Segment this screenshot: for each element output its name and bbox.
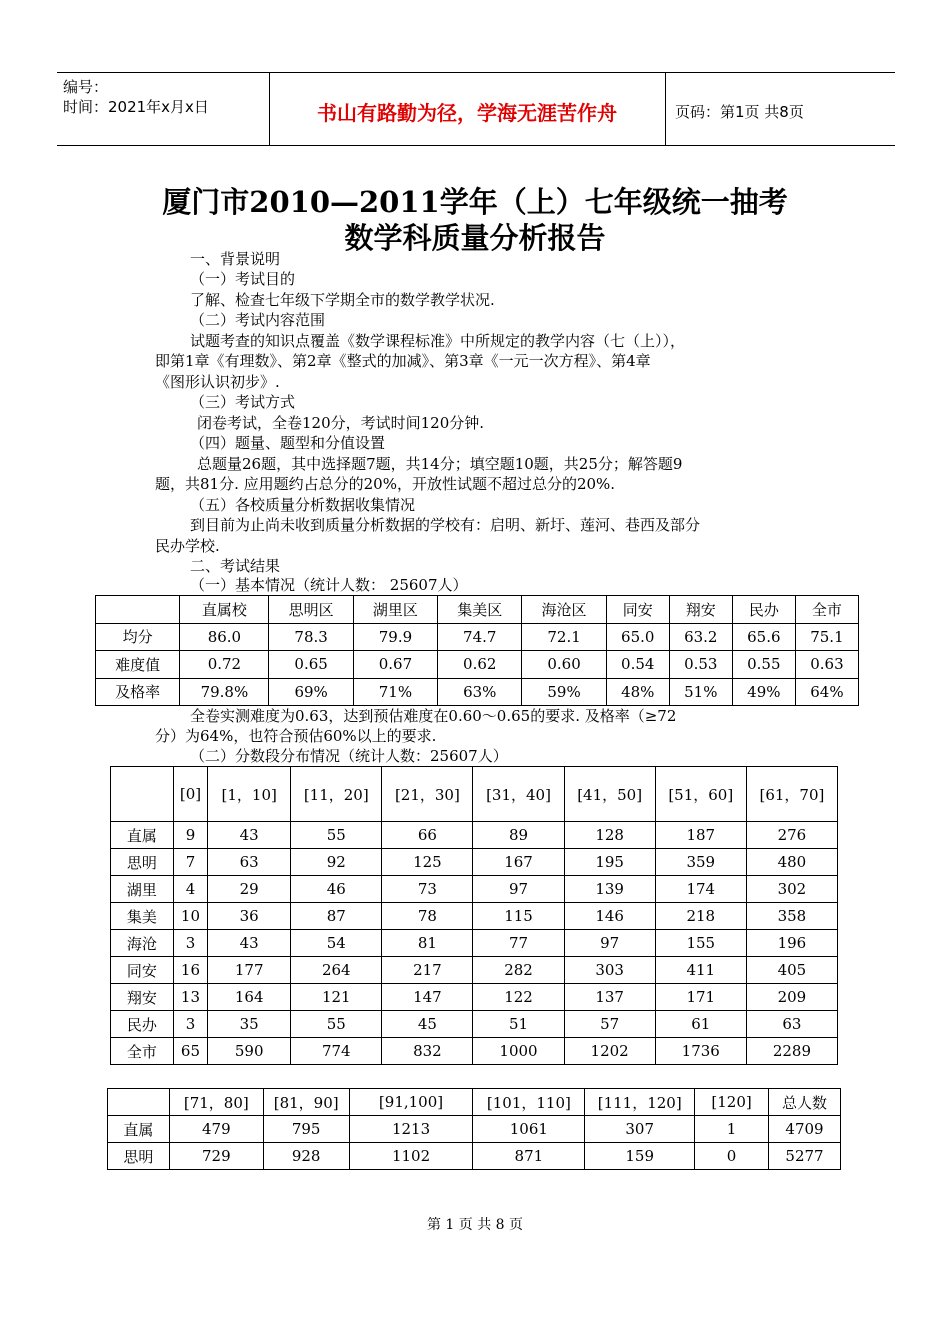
table-cell: 59% — [522, 678, 606, 706]
table-cell: 1102 — [349, 1143, 473, 1170]
table-cell: 174 — [655, 876, 746, 903]
table-cell: 0.62 — [438, 651, 522, 679]
table-header-cell: [1，10] — [208, 767, 291, 822]
table-cell: 直属 — [108, 1116, 170, 1143]
table-cell: 1202 — [564, 1038, 655, 1065]
table-cell: 81 — [382, 930, 473, 957]
table-cell: 1213 — [349, 1116, 473, 1143]
table-cell: 55 — [291, 822, 382, 849]
table-cell: 71% — [353, 678, 437, 706]
subsection-heading: （二）分数段分布情况（统计人数：25607人） — [190, 747, 508, 765]
table-cell: 75.1 — [795, 623, 858, 651]
table-cell: 480 — [746, 849, 837, 876]
table-cell: 218 — [655, 903, 746, 930]
table-cell: 89 — [473, 822, 564, 849]
table-cell: 9 — [173, 822, 207, 849]
table-cell: 86.0 — [180, 623, 269, 651]
table-cell: 思明 — [111, 849, 174, 876]
table-cell: 0.53 — [669, 651, 732, 679]
table-cell: 87 — [291, 903, 382, 930]
table-row — [111, 1038, 838, 1065]
page-footer: 第 1 页 共 8 页 — [426, 1217, 524, 1233]
table-cell: 276 — [746, 822, 837, 849]
table-header-cell: [71，80] — [169, 1089, 263, 1116]
table-cell: 难度值 — [96, 651, 180, 679]
table-header-cell: [11，20] — [291, 767, 382, 822]
paragraph: 到目前为止尚未收到质量分析数据的学校有：启明、新圩、莲河、巷西及部分 — [190, 516, 701, 534]
table-cell: 302 — [746, 876, 837, 903]
table-header-cell — [96, 596, 180, 624]
table-cell: 97 — [564, 930, 655, 957]
table-cell: 479 — [169, 1116, 263, 1143]
table-row — [111, 984, 838, 1011]
table-cell: 65 — [173, 1038, 207, 1065]
table-row — [111, 822, 838, 849]
table-cell: 43 — [208, 930, 291, 957]
paragraph: 《图形认识初步》. — [155, 373, 280, 391]
table-cell: 10 — [173, 903, 207, 930]
table-cell: 195 — [564, 849, 655, 876]
table-cell: 57 — [564, 1011, 655, 1038]
table-header-cell — [111, 767, 174, 822]
table-cell: 均分 — [96, 623, 180, 651]
subsection-heading: （三）考试方式 — [190, 393, 296, 411]
paragraph: 民办学校. — [155, 537, 220, 555]
table-cell: 0.60 — [522, 651, 606, 679]
table-cell: 65.0 — [606, 623, 669, 651]
table-cell: 78.3 — [269, 623, 353, 651]
table-cell: 411 — [655, 957, 746, 984]
table-cell: 及格率 — [96, 678, 180, 706]
table-header-cell: [101，110] — [473, 1089, 585, 1116]
table-cell: 73 — [382, 876, 473, 903]
table-cell: 97 — [473, 876, 564, 903]
score-distribution-table — [110, 766, 838, 1065]
table-row — [111, 957, 838, 984]
table-cell: 146 — [564, 903, 655, 930]
table-header-cell: [120] — [695, 1089, 769, 1116]
paragraph: 总题量26题，其中选择题7题，共14分；填空题10题，共25分；解答题9 — [197, 455, 683, 473]
table-header-cell: 集美区 — [438, 596, 522, 624]
table-cell: 36 — [208, 903, 291, 930]
table-cell: 303 — [564, 957, 655, 984]
table-cell: 92 — [291, 849, 382, 876]
table-cell: 128 — [564, 822, 655, 849]
table-cell: 16 — [173, 957, 207, 984]
table-cell: 159 — [585, 1143, 695, 1170]
table-cell: 1000 — [473, 1038, 564, 1065]
table-row — [108, 1116, 841, 1143]
table-header-cell: 民办 — [732, 596, 795, 624]
table-cell: 思明 — [108, 1143, 170, 1170]
table-cell: 795 — [263, 1116, 349, 1143]
table-row — [96, 678, 859, 706]
table-cell: 48% — [606, 678, 669, 706]
table-cell: 46 — [291, 876, 382, 903]
table-cell: 1736 — [655, 1038, 746, 1065]
table-header-cell: [51，60] — [655, 767, 746, 822]
table-cell: 3 — [173, 930, 207, 957]
table-cell: 55 — [291, 1011, 382, 1038]
table-cell: 590 — [208, 1038, 291, 1065]
table-cell: 同安 — [111, 957, 174, 984]
table-cell: 翔安 — [111, 984, 174, 1011]
table-cell: 3 — [173, 1011, 207, 1038]
table-cell: 0.54 — [606, 651, 669, 679]
table-cell: 0.63 — [795, 651, 858, 679]
table-cell: 全市 — [111, 1038, 174, 1065]
report-title-line2: 数学科质量分析报告 — [344, 221, 606, 255]
table-cell: 832 — [382, 1038, 473, 1065]
table-cell: 湖里 — [111, 876, 174, 903]
table-cell: 61 — [655, 1011, 746, 1038]
table-cell: 171 — [655, 984, 746, 1011]
table-cell: 1 — [695, 1116, 769, 1143]
table-cell: 66 — [382, 822, 473, 849]
table-header-cell: 海沧区 — [522, 596, 606, 624]
document-number-label: 编号： — [63, 78, 109, 96]
table-header-cell: [91,100] — [349, 1089, 473, 1116]
table-cell: 928 — [263, 1143, 349, 1170]
table-header-cell — [108, 1089, 170, 1116]
table-row — [96, 651, 859, 679]
table-cell: 43 — [208, 822, 291, 849]
table-cell: 125 — [382, 849, 473, 876]
table-cell: 122 — [473, 984, 564, 1011]
subsection-heading: （一）考试目的 — [190, 270, 296, 288]
header-page-number: 页码：第1页 共8页 — [675, 103, 804, 121]
table-cell: 0.55 — [732, 651, 795, 679]
document-time-label: 时间：2021年x月x日 — [63, 98, 209, 116]
table-header-cell: [31，40] — [473, 767, 564, 822]
table-cell: 177 — [208, 957, 291, 984]
subsection-heading: （五）各校质量分析数据收集情况 — [190, 496, 416, 514]
table-cell: 0.65 — [269, 651, 353, 679]
table-row — [108, 1143, 841, 1170]
table-cell: 196 — [746, 930, 837, 957]
table-cell: 51 — [473, 1011, 564, 1038]
table-header-cell: 湖里区 — [353, 596, 437, 624]
table-cell: 405 — [746, 957, 837, 984]
paragraph: 即第1章《有理数》、第2章《整式的加减》、第3章《一元一次方程》、第4章 — [155, 352, 651, 370]
table-header-cell: 同安 — [606, 596, 669, 624]
table-cell: 35 — [208, 1011, 291, 1038]
table-header-row — [111, 767, 838, 822]
table-cell: 13 — [173, 984, 207, 1011]
table-header-cell: [41，50] — [564, 767, 655, 822]
table-cell: 217 — [382, 957, 473, 984]
table-cell: 187 — [655, 822, 746, 849]
table-header-cell: [0] — [173, 767, 207, 822]
table-cell: 74.7 — [438, 623, 522, 651]
table-cell: 115 — [473, 903, 564, 930]
table-cell: 65.6 — [732, 623, 795, 651]
table-header-cell: 翔安 — [669, 596, 732, 624]
subsection-heading: （一）基本情况（统计人数： 25607人） — [190, 576, 468, 594]
table-header-cell: [61，70] — [746, 767, 837, 822]
table-cell: 137 — [564, 984, 655, 1011]
table-cell: 79.9 — [353, 623, 437, 651]
table-row — [111, 903, 838, 930]
table-cell: 海沧 — [111, 930, 174, 957]
table-cell: 4 — [173, 876, 207, 903]
table-cell: 0 — [695, 1143, 769, 1170]
table-cell: 164 — [208, 984, 291, 1011]
table-cell: 64% — [795, 678, 858, 706]
table-cell: 45 — [382, 1011, 473, 1038]
table-cell: 307 — [585, 1116, 695, 1143]
table-cell: 358 — [746, 903, 837, 930]
score-distribution-table-continued — [107, 1088, 841, 1170]
table-header-cell: [21，30] — [382, 767, 473, 822]
header-divider — [665, 73, 666, 145]
table-row — [111, 930, 838, 957]
table-header-cell: 思明区 — [269, 596, 353, 624]
basic-stats-table — [95, 595, 859, 706]
table-cell: 155 — [655, 930, 746, 957]
table-cell: 774 — [291, 1038, 382, 1065]
table-cell: 282 — [473, 957, 564, 984]
table-cell: 729 — [169, 1143, 263, 1170]
table-cell: 63% — [438, 678, 522, 706]
subsection-heading: （二）考试内容范围 — [190, 311, 326, 329]
table-header-row — [108, 1089, 841, 1116]
paragraph: 全卷实测难度为0.63，达到预估难度在0.60～0.65的要求. 及格率（≥72 — [190, 707, 677, 725]
paragraph: 题，共81分. 应用题约占总分的20%，开放性试题不超过总分的20%. — [155, 475, 616, 493]
table-cell: 直属 — [111, 822, 174, 849]
table-cell: 63.2 — [669, 623, 732, 651]
paragraph: 试题考查的知识点覆盖《数学课程标准》中所规定的教学内容（七（上））， — [190, 332, 686, 350]
table-header-cell: 直属校 — [180, 596, 269, 624]
paragraph: 分）为64%，也符合预估60%以上的要求. — [155, 727, 437, 745]
table-row — [96, 623, 859, 651]
table-cell: 63 — [746, 1011, 837, 1038]
table-cell: 78 — [382, 903, 473, 930]
subsection-heading: （四）题量、题型和分值设置 — [190, 434, 386, 452]
page-header — [57, 72, 895, 146]
table-cell: 871 — [473, 1143, 585, 1170]
table-cell: 69% — [269, 678, 353, 706]
table-cell: 167 — [473, 849, 564, 876]
table-header-row — [96, 596, 859, 624]
table-row — [111, 849, 838, 876]
report-title-line1: 厦门市2010—2011学年（上）七年级统一抽考 — [162, 185, 788, 219]
table-header-cell: 全市 — [795, 596, 858, 624]
table-cell: 79.8% — [180, 678, 269, 706]
table-header-cell: 总人数 — [769, 1089, 841, 1116]
header-divider — [269, 73, 270, 145]
section-heading: 一、背景说明 — [190, 250, 281, 268]
table-cell: 54 — [291, 930, 382, 957]
table-cell: 51% — [669, 678, 732, 706]
table-cell: 4709 — [769, 1116, 841, 1143]
table-cell: 7 — [173, 849, 207, 876]
table-cell: 2289 — [746, 1038, 837, 1065]
header-meta — [63, 77, 209, 117]
table-cell: 63 — [208, 849, 291, 876]
table-cell: 集美 — [111, 903, 174, 930]
table-cell: 民办 — [111, 1011, 174, 1038]
table-cell: 139 — [564, 876, 655, 903]
table-cell: 29 — [208, 876, 291, 903]
section-heading: 二、考试结果 — [190, 557, 281, 575]
table-header-cell: [81，90] — [263, 1089, 349, 1116]
table-cell: 5277 — [769, 1143, 841, 1170]
table-cell: 359 — [655, 849, 746, 876]
table-cell: 0.67 — [353, 651, 437, 679]
table-cell: 77 — [473, 930, 564, 957]
table-cell: 147 — [382, 984, 473, 1011]
header-motto: 书山有路勤为径，学海无涯苦作舟 — [317, 101, 617, 125]
table-row — [111, 1011, 838, 1038]
table-cell: 209 — [746, 984, 837, 1011]
table-cell: 49% — [732, 678, 795, 706]
table-cell: 72.1 — [522, 623, 606, 651]
table-cell: 1061 — [473, 1116, 585, 1143]
table-cell: 0.72 — [180, 651, 269, 679]
paragraph: 闭卷考试，全卷120分，考试时间120分钟. — [197, 414, 485, 432]
table-cell: 121 — [291, 984, 382, 1011]
paragraph: 了解、检查七年级下学期全市的数学教学状况. — [190, 291, 495, 309]
table-cell: 264 — [291, 957, 382, 984]
table-header-cell: [111，120] — [585, 1089, 695, 1116]
table-row — [111, 876, 838, 903]
